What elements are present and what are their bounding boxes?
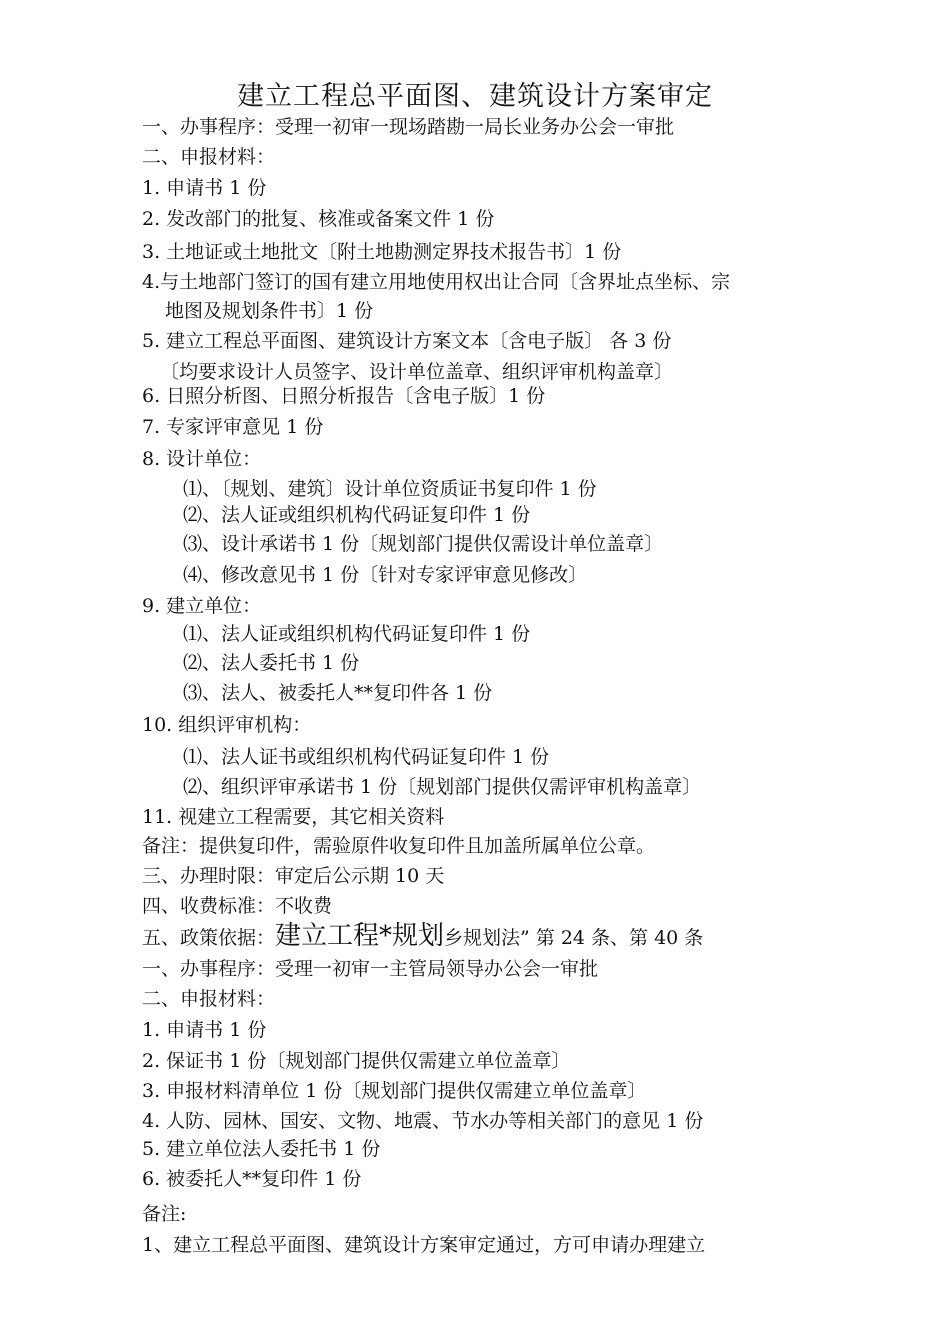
sub-item: ⑶、法人、被委托人**复印件各 1 份	[183, 682, 493, 704]
remark-item: 1、建立工程总平面图、建筑设计方案审定通过，方可申请办理建立	[142, 1234, 706, 1256]
time-limit-line: 三、办理时限：审定后公示期 10 天	[142, 865, 445, 887]
sub-item: ⑵、法人委托书 1 份	[183, 652, 360, 674]
policy-prefix: 五、政策依据：	[142, 927, 276, 949]
material-item-note: 〔均要求设计人员签字、设计单位盖章、组织评审机构盖章〕	[160, 361, 674, 383]
material-item: 11. 视建立工程需要，其它相关资料	[142, 806, 445, 828]
material-item: 6. 日照分析图、日照分析报告〔含电子版〕1 份	[142, 385, 546, 407]
material-item: 2. 保证书 1 份〔规划部门提供仅需建立单位盖章〕	[142, 1050, 571, 1072]
material-item: 5. 建立工程总平面图、建筑设计方案文本〔含电子版〕 各 3 份	[142, 330, 672, 352]
material-item: 3. 土地证或土地批文〔附土地勘测定界技术报告书〕1 份	[142, 241, 622, 263]
material-item: 1. 申请书 1 份	[142, 1019, 267, 1041]
policy-line	[142, 921, 704, 951]
sub-item: ⑴、〔规划、建筑〕设计单位资质证书复印件 1 份	[183, 478, 597, 500]
remark-line: 备注：提供复印件，需验原件收复印件且加盖所属单位公章。	[142, 835, 656, 857]
fee-line: 四、收费标准：不收费	[142, 895, 333, 917]
material-item: 3. 申报材料清单位 1 份〔规划部门提供仅需建立单位盖章〕	[142, 1080, 647, 1102]
material-item: 2. 发改部门的批复、核准或备案文件 1 份	[142, 208, 495, 230]
material-item: 10. 组织评审机构：	[142, 714, 312, 736]
sub-item: ⑴、法人证或组织机构代码证复印件 1 份	[183, 623, 531, 645]
sub-item: ⑶、设计承诺书 1 份〔规划部门提供仅需设计单位盖章〕	[183, 533, 664, 555]
sub-item: ⑷、修改意见书 1 份〔针对专家评审意见修改〕	[183, 564, 588, 586]
sub-item: ⑵、法人证或组织机构代码证复印件 1 份	[183, 504, 531, 526]
material-item: 1. 申请书 1 份	[142, 177, 267, 199]
material-item: 6. 被委托人**复印件 1 份	[142, 1168, 362, 1190]
policy-law-name: 建立工程*规划	[275, 921, 445, 951]
material-item-continuation: 地图及规划条件书〕1 份	[165, 300, 374, 322]
policy-suffix: 乡规划法” 第 24 条、第 40 条	[444, 927, 704, 949]
material-item: 8. 设计单位：	[142, 448, 262, 470]
materials-heading: 二、申报材料：	[142, 146, 276, 168]
material-item: 9. 建立单位：	[142, 595, 262, 617]
document-title: 建立工程总平面图、建筑设计方案审定	[237, 81, 713, 112]
procedure-line: 一、办事程序：受理一初审一主管局领导办公会一审批	[142, 958, 599, 980]
procedure-line: 一、办事程序：受理一初审一现场踏勘一局长业务办公会一审批	[142, 116, 675, 138]
material-item: 4. 人防、园林、国安、文物、地震、节水办等相关部门的意见 1 份	[142, 1110, 704, 1132]
remark-heading: 备注:	[142, 1203, 187, 1225]
sub-item: ⑵、组织评审承诺书 1 份〔规划部门提供仅需评审机构盖章〕	[183, 776, 702, 798]
material-item: 7. 专家评审意见 1 份	[142, 416, 324, 438]
material-item: 4.与土地部门签订的国有建立用地使用权出让合同〔含界址点坐标、宗	[142, 271, 731, 293]
material-item: 5. 建立单位法人委托书 1 份	[142, 1138, 381, 1160]
sub-item: ⑴、法人证书或组织机构代码证复印件 1 份	[183, 746, 550, 768]
materials-heading: 二、申报材料：	[142, 988, 276, 1010]
